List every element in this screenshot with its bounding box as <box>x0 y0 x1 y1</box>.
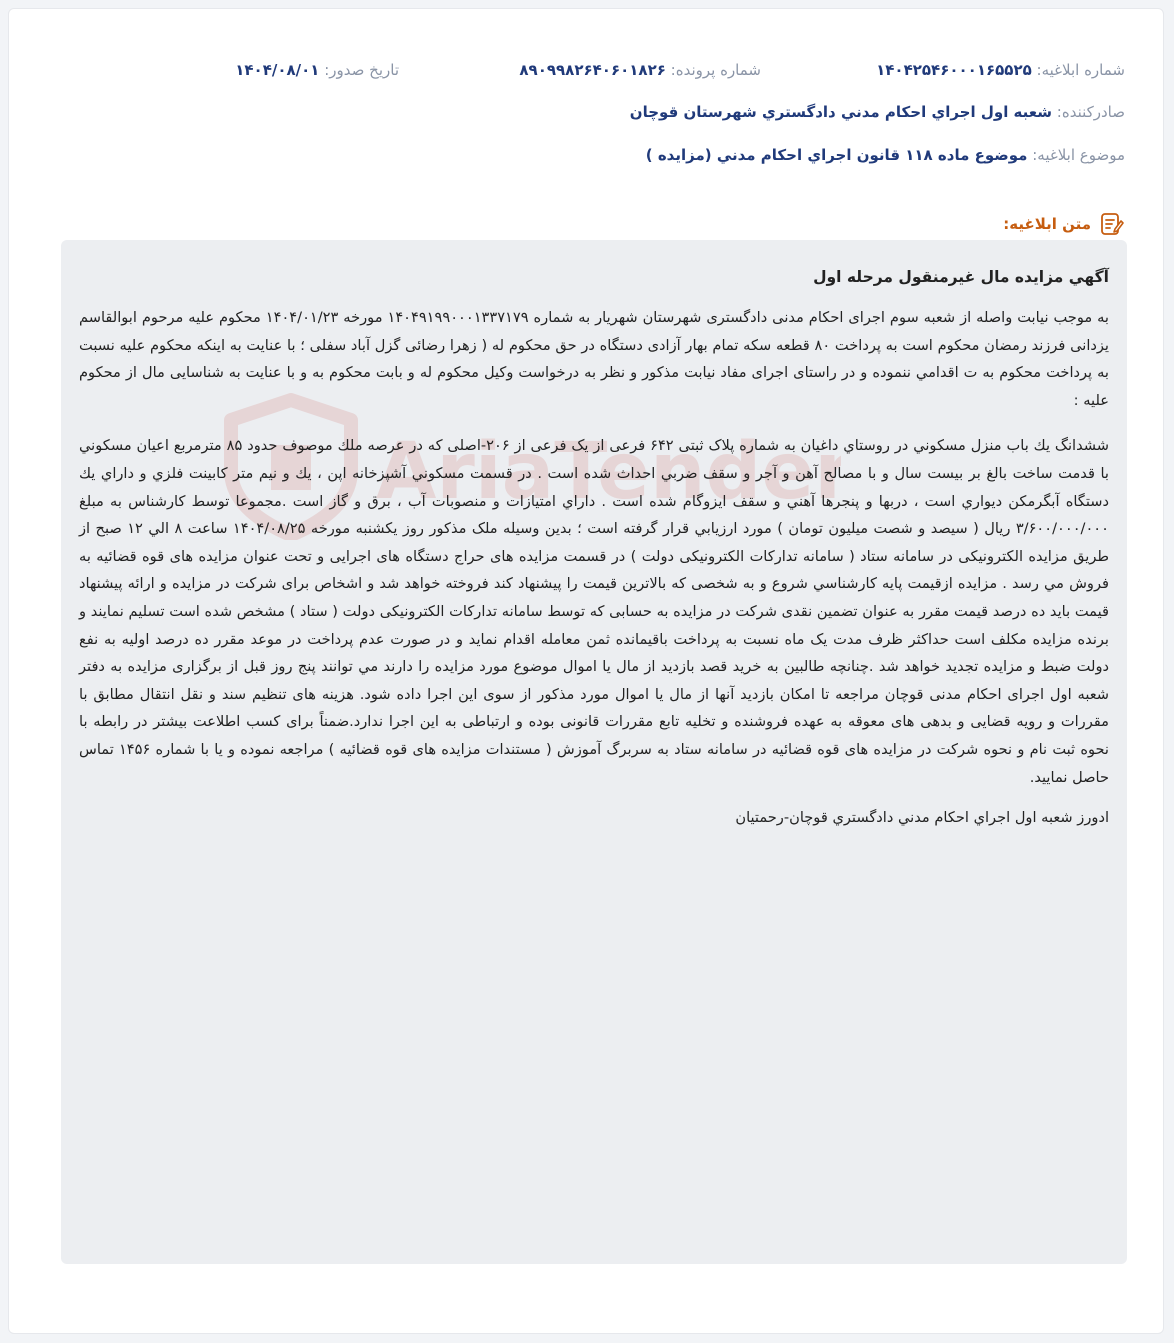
issuer-line <box>630 103 1125 121</box>
svg-text:AriaTender.neT: AriaTender <box>376 427 841 517</box>
notice-title: آگهي مزايده مال غيرمنقول مرحله اول <box>813 268 1109 286</box>
notice-number-label: شماره ابلاغیه: <box>1036 61 1125 79</box>
notice-card <box>8 8 1164 1334</box>
subject-value: موضوع ماده ۱۱۸ قانون اجراي احکام مدني (مزايده ) <box>645 146 1028 164</box>
notice-text-title: متن ابلاغیه: <box>1003 215 1091 233</box>
issuer-label: صادرکننده: <box>1056 103 1125 121</box>
document-edit-icon <box>1099 211 1125 237</box>
case-number-label: شماره پرونده: <box>670 61 761 79</box>
notice-body <box>61 240 1127 1264</box>
notice-signature: ادورز شعبه اول اجراي احكام مدني دادگستري قوچان-رحمتيان <box>735 809 1109 827</box>
notice-paragraph-1: به موجب نیابت واصله از شعبه سوم اجرای احکام مدنی دادگستری شهرستان شهریار به شماره ۱۴۰۴۹۱۹۹۰۰۰۱۳۳۷۱۷۹ مورخه ۱۴۰۴/۰۱/۲۳ محکوم علیه مرحوم ابوالقاسم یزدانی فرزند رمضان محکوم است به پرداخت ۸۰ قطعه سکه تمام بهار آزادی دستگاه در حق محکوم له ( زهرا رضائی گزل آباد سفلی ؛ با عنایت به اینکه محکوم علیه نسبت به پرداخت محکوم به ت اقدامي ننموده و در راستای اجرای مفاد نیابت مذکور و نظر به درخواست وکیل محکوم له و بابت محکوم به و با عنایت به شناسایی مال از محکوم علیه : <box>79 309 1109 409</box>
issue-date-value: ۱۴۰۴/۰۸/۰۱ <box>235 61 320 79</box>
subject-label: موضوع ابلاغیه: <box>1032 146 1125 164</box>
issue-date <box>235 61 399 79</box>
notice-number-value: ۱۴۰۴۲۵۴۶۰۰۰۱۶۵۵۲۵ <box>876 61 1032 79</box>
case-number <box>519 61 761 79</box>
issuer-value: شعبه اول اجراي احکام مدني دادگستري شهرستان قوچان <box>629 103 1052 121</box>
notice-meta-row <box>47 61 1125 93</box>
subject-line <box>646 146 1125 164</box>
issue-date-label: تاریخ صدور: <box>324 61 399 79</box>
notice-paragraph-2: ششدانگ يك باب منزل مسكوني در روستاي داغيان به شماره پلاک ثبتی ۶۴۲ فرعی از یک فرعی از ۲۰۶-اصلی كه در عرصه ملك موصوف حدود ۸۵ مترمربع اعيان مسكوني با قدمت ساخت بالغ بر بيست سال و با مصالح آهن و آجر و سقف ضربي احداث شده است . در قسمت مسكوني آشپزخانه اپن ، يك و نيم متر كابينت فلزي و داراي يك دستگاه آبگرمكن ديواري است ، دربها و پنجرها آهني و سقف ايزوگام شده است . داراي امتيازات و منصوبات آب ، برق و گاز است .مجموعا توسط کارشناس به مبلغ ۳/۶۰۰/۰۰۰/۰۰۰ ريال ( سیصد و شصت میلیون تومان ) مورد ارزيابي قرار گرفته است ؛ بدين وسيله ملک مذكور روز یکشنبه مورخه ۱۴۰۴/۰۸/۲۵ ساعت ۸ الي ۱۲ صبح از طريق مزایده الکترونیکی در سامانه ستاد ( سامانه تدارکات الکترونیکی دولت ) در قسمت مزايده های حراج دستگاه های اجرایی و تحت عنوان مزایده های قوه قضائيه به فروش مي رسد . مزايده ازقيمت پايه كارشناسي شروع و به شخصی كه بالاترين قيمت را پيشنهاد كند فروخته خواهد شد و اشخاص برای شرکت در مزایده و ارائه پیشنهاد قيمت بايد ده درصد قيمت مقرر به عنوان تضمين نقدی شرکت در مزایده به حسابی كه توسط سامانه تدارکات الکترونیکی دولت ( ستاد ) مشخص شده است تسليم نمايند و برنده مزايده مكلف است حداكثر ظرف مدت یک ماه نسبت به پرداخت باقیمانده ثمن معامله اقدام نمايد و در صورت عدم پرداخت در موعد مقرر ده درصد اوليه به نفع دولت ضبط و مزايده تجديد خواهد شد .چنانچه طالبين به خريد قصد بازديد از مال يا اموال موضوع مورد مزايده را دارند مي توانند پنج روز قبل از برگزاری مزایده به دفتر شعبه اول اجرای احکام مدنی قوچان مراجعه تا امکان بازدید آنها از مال یا اموال مورد مذکور از سوی این اجرا داده شود. هزینه های تنظیم سند و نقل انتقال مطابق با مقررات و رویه قضایی و بدهی های معوقه به عهده فروشنده و تخلیه تابع مقررات قانونی بوده و ارتباطی به این اجرا ندارد.ضمناً برای کسب اطلاعت بیشتر در رابطه با نحوه ثبت نام و نحوه شرکت در مزایده های قوه قضائیه در سامانه ستاد به سربرگ آموزش ( مستندات مزایده های قوه قضائیه ) مراجعه نموده و یا با شماره ۱۴۵۶ تماس حاصل نمایید. <box>79 437 1109 786</box>
notice-text-heading <box>1003 209 1125 239</box>
notice-number <box>876 61 1125 79</box>
case-number-value: ۸۹۰۹۹۸۲۶۴۰۶۰۱۸۲۶ <box>519 61 666 79</box>
